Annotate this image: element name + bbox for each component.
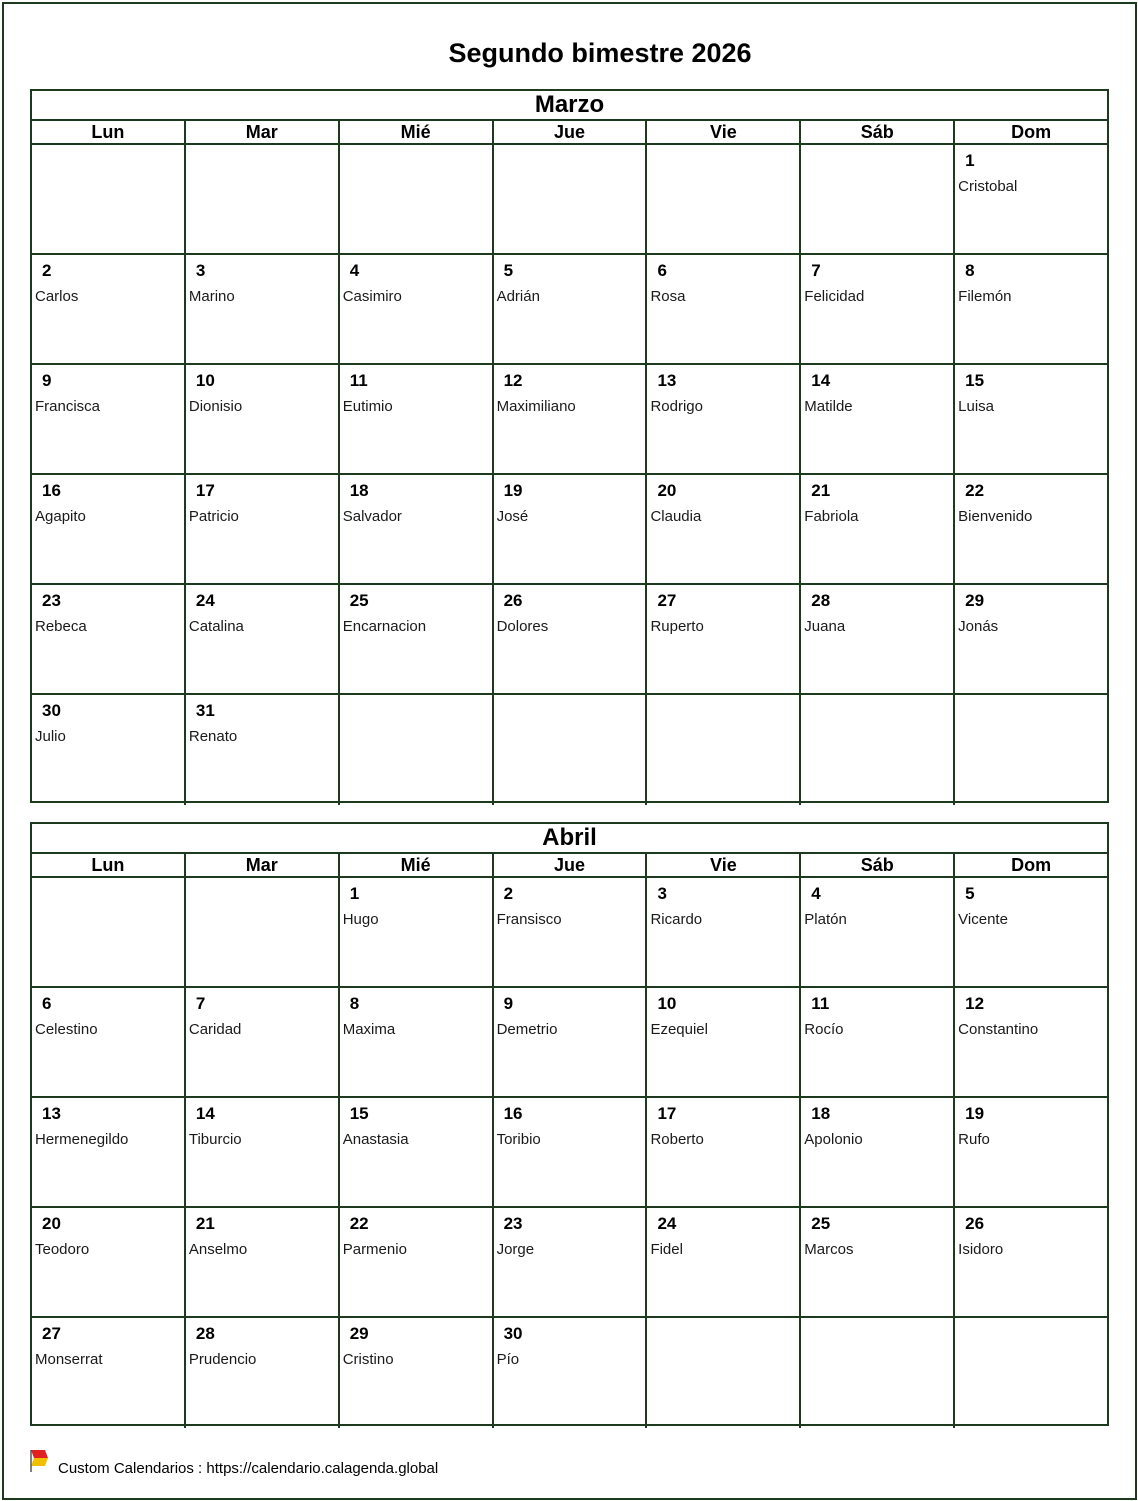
empty-day-cell [32,878,186,986]
saint-name: Hermenegildo [35,1131,129,1148]
footer-link-text[interactable]: Custom Calendarios : https://calendario.calagenda.global [58,1459,439,1477]
calendar-flag-icon [30,1449,50,1473]
day-cell [186,255,340,363]
day-cell [32,1208,186,1316]
saint-name: Demetrio [496,1021,558,1038]
weekday-label: Lun [32,121,186,143]
day-cell [32,695,186,805]
day-cell [186,585,340,693]
saint-name: Bienvenido [958,508,1033,525]
day-number: 12 [503,371,523,390]
day-cell [955,145,1107,253]
week-row [32,255,1107,365]
day-number: 19 [965,1104,985,1123]
day-cell [494,585,648,693]
saint-name: Rocío [804,1021,844,1038]
day-number: 16 [42,481,61,500]
day-number: 21 [811,481,831,500]
day-cell [801,475,955,583]
day-cell [340,585,494,693]
week-row [32,878,1107,988]
empty-day-cell [955,695,1107,805]
day-number: 29 [965,591,985,610]
saint-name: Platón [804,911,847,928]
day-cell [647,1208,801,1316]
day-cell [647,585,801,693]
saint-name: Parmenio [342,1241,407,1258]
day-cell [955,1098,1107,1206]
day-number: 20 [657,481,677,500]
saint-name: Dionisio [188,398,243,415]
footer [30,1446,438,1476]
saint-name: Ricardo [650,911,703,928]
empty-day-cell [647,695,801,805]
day-cell [32,1098,186,1206]
day-number: 19 [503,481,523,500]
day-number: 14 [811,371,831,390]
saint-name: Ruperto [650,618,704,635]
day-cell [494,255,648,363]
day-number: 2 [42,261,52,280]
day-number: 17 [657,1104,677,1123]
day-number: 26 [503,591,523,610]
saint-name: Rebeca [35,618,87,635]
day-number: 30 [503,1324,523,1343]
month-calendar-marzo [30,89,1109,803]
saint-name: Jorge [496,1241,535,1258]
day-number: 6 [42,994,52,1013]
saint-name: Filemón [958,288,1012,305]
day-cell [801,988,955,1096]
day-number: 26 [965,1214,985,1233]
saint-name: Jonás [958,618,999,635]
day-cell [494,988,648,1096]
day-number: 9 [503,994,514,1013]
day-cell [186,475,340,583]
day-cell [647,255,801,363]
day-number: 27 [657,591,677,610]
day-cell [340,255,494,363]
day-cell [955,475,1107,583]
day-cell [647,475,801,583]
saint-name: Cristobal [958,178,1018,195]
day-number: 4 [811,884,821,903]
day-cell [955,988,1107,1096]
day-cell [186,1208,340,1316]
day-number: 22 [349,1214,369,1233]
empty-day-cell [494,145,648,253]
day-cell [801,585,955,693]
day-cell [32,255,186,363]
weekday-label: Vie [647,854,801,876]
saint-name: Felicidad [804,288,865,305]
day-cell [647,988,801,1096]
day-cell [494,1318,648,1428]
saint-name: Toribio [496,1131,541,1148]
day-cell [186,1318,340,1428]
calendar-grid [32,145,1107,805]
empty-day-cell [955,1318,1107,1428]
weekday-label: Mié [340,121,494,143]
saint-name: Agapito [35,508,86,525]
day-number: 3 [195,261,206,280]
weekday-label: Dom [1011,855,1052,875]
saint-name: Teodoro [35,1241,90,1258]
day-cell [494,1208,648,1316]
saint-name: Pío [496,1351,520,1368]
empty-day-cell [647,1318,801,1428]
day-cell [801,1208,955,1316]
day-cell [340,1318,494,1428]
weekday-label: Lun [32,854,186,876]
day-cell [340,365,494,473]
saint-name: Claudia [650,508,702,525]
day-cell [186,1098,340,1206]
saint-name: Adrián [496,288,540,305]
day-number: 27 [42,1324,61,1343]
day-number: 5 [965,884,975,903]
day-cell [801,878,955,986]
day-number: 25 [811,1214,831,1233]
day-cell [647,1098,801,1206]
weekday-label: Mar [186,121,340,143]
day-cell [32,475,186,583]
day-number: 9 [42,371,52,390]
saint-name: Isidoro [958,1241,1004,1258]
saint-name: Monserrat [35,1351,103,1368]
day-number: 1 [349,884,360,903]
saint-name: Fidel [650,1241,683,1258]
day-number: 14 [195,1104,215,1123]
day-number: 16 [503,1104,523,1123]
day-number: 5 [503,261,514,280]
weekday-header-row [32,121,1107,145]
day-number: 25 [349,591,369,610]
day-cell [801,1098,955,1206]
day-number: 29 [349,1324,369,1343]
saint-name: Prudencio [188,1351,257,1368]
day-number: 23 [42,591,61,610]
day-number: 13 [42,1104,61,1123]
day-number: 2 [503,884,514,903]
day-number: 1 [965,151,975,170]
day-number: 18 [811,1104,831,1123]
day-cell [186,695,340,805]
empty-day-cell [340,145,494,253]
day-cell [494,878,648,986]
weekday-header-row [32,854,1107,878]
weekday-label: Sáb [801,121,955,143]
saint-name: Maximiliano [496,398,576,415]
month-title: Abril [32,824,1107,854]
saint-name: Juana [804,618,846,635]
saint-name: Fransisco [496,911,562,928]
day-cell [340,1208,494,1316]
day-cell [32,1318,186,1428]
week-row [32,1318,1107,1428]
day-cell [647,878,801,986]
saint-name: Constantino [958,1021,1039,1038]
saint-name: Maxima [342,1021,396,1038]
day-cell [801,365,955,473]
empty-day-cell [801,145,955,253]
week-row [32,585,1107,695]
saint-name: Apolonio [804,1131,863,1148]
day-cell [340,475,494,583]
day-cell [494,365,648,473]
week-row [32,145,1107,255]
day-number: 12 [965,994,985,1013]
month-calendar-abril [30,822,1109,1426]
day-number: 23 [503,1214,523,1233]
empty-day-cell [494,695,648,805]
saint-name: Fabriola [804,508,859,525]
day-number: 7 [811,261,821,280]
saint-name: Ezequiel [650,1021,708,1038]
weekday-label: Mar [186,854,340,876]
day-cell [32,585,186,693]
week-row [32,1208,1107,1318]
day-number: 18 [349,481,369,500]
saint-name: Luisa [958,398,995,415]
day-cell [340,988,494,1096]
weekday-label: Jue [494,121,648,143]
saint-name: Encarnacion [342,618,427,635]
saint-name: Patricio [188,508,239,525]
saint-name: Catalina [188,618,244,635]
day-number: 6 [657,261,667,280]
day-number: 21 [195,1214,215,1233]
day-cell [186,365,340,473]
empty-day-cell [186,145,340,253]
saint-name: Salvador [342,508,402,525]
empty-day-cell [186,878,340,986]
saint-name: Rodrigo [650,398,703,415]
week-row [32,365,1107,475]
page-title: Segundo bimestre 2026 [448,38,752,68]
day-cell [340,1098,494,1206]
day-cell [955,365,1107,473]
empty-day-cell [340,695,494,805]
saint-name: Francisca [35,398,101,415]
week-row [32,988,1107,1098]
day-number: 13 [657,371,677,390]
day-cell [494,1098,648,1206]
saint-name: Carlos [35,288,79,305]
empty-day-cell [801,1318,955,1428]
day-number: 24 [657,1214,677,1233]
day-cell [32,365,186,473]
saint-name: Tiburcio [188,1131,242,1148]
day-number: 8 [965,261,975,280]
day-cell [955,255,1107,363]
day-cell [801,255,955,363]
saint-name: Matilde [804,398,853,415]
day-number: 31 [195,701,215,720]
day-number: 24 [195,591,215,610]
day-cell [955,878,1107,986]
week-row [32,695,1107,805]
day-number: 10 [195,371,215,390]
saint-name: Vicente [958,911,1008,928]
day-number: 8 [349,994,360,1013]
saint-name: Caridad [188,1021,242,1038]
day-number: 20 [42,1214,61,1233]
saint-name: Julio [35,728,66,745]
day-cell [32,988,186,1096]
saint-name: Celestino [35,1021,98,1038]
day-number: 7 [195,994,206,1013]
day-number: 30 [42,701,61,720]
saint-name: Casimiro [342,288,402,305]
saint-name: Rufo [958,1131,990,1148]
saint-name: José [496,508,529,525]
weekday-label: Jue [494,854,648,876]
empty-day-cell [647,145,801,253]
saint-name: Eutimio [342,398,393,415]
saint-name: Marino [188,288,235,305]
calendar-grid [32,878,1107,1428]
saint-name: Anselmo [188,1241,248,1258]
day-number: 17 [195,481,215,500]
day-number: 22 [965,481,985,500]
week-row [32,475,1107,585]
day-number: 11 [811,994,830,1013]
day-number: 3 [657,884,667,903]
day-cell [186,988,340,1096]
day-number: 10 [657,994,677,1013]
week-row [32,1098,1107,1208]
saint-name: Renato [188,728,238,745]
day-number: 28 [195,1324,215,1343]
day-cell [494,475,648,583]
day-number: 11 [349,371,368,390]
day-number: 15 [965,371,985,390]
saint-name: Roberto [650,1131,704,1148]
saint-name: Anastasia [342,1131,409,1148]
day-cell [647,365,801,473]
empty-day-cell [32,145,186,253]
day-number: 4 [349,261,360,280]
weekday-label: Vie [647,121,801,143]
month-title: Marzo [32,91,1107,121]
saint-name: Cristino [342,1351,394,1368]
day-number: 28 [811,591,831,610]
saint-name: Hugo [342,911,379,928]
saint-name: Rosa [650,288,686,305]
day-cell [955,1208,1107,1316]
weekday-label: Mié [340,854,494,876]
day-cell [340,878,494,986]
day-cell [955,585,1107,693]
saint-name: Dolores [496,618,549,635]
saint-name: Marcos [804,1241,854,1258]
weekday-label: Dom [1011,122,1052,142]
day-number: 15 [349,1104,369,1123]
empty-day-cell [801,695,955,805]
weekday-label: Sáb [801,854,955,876]
